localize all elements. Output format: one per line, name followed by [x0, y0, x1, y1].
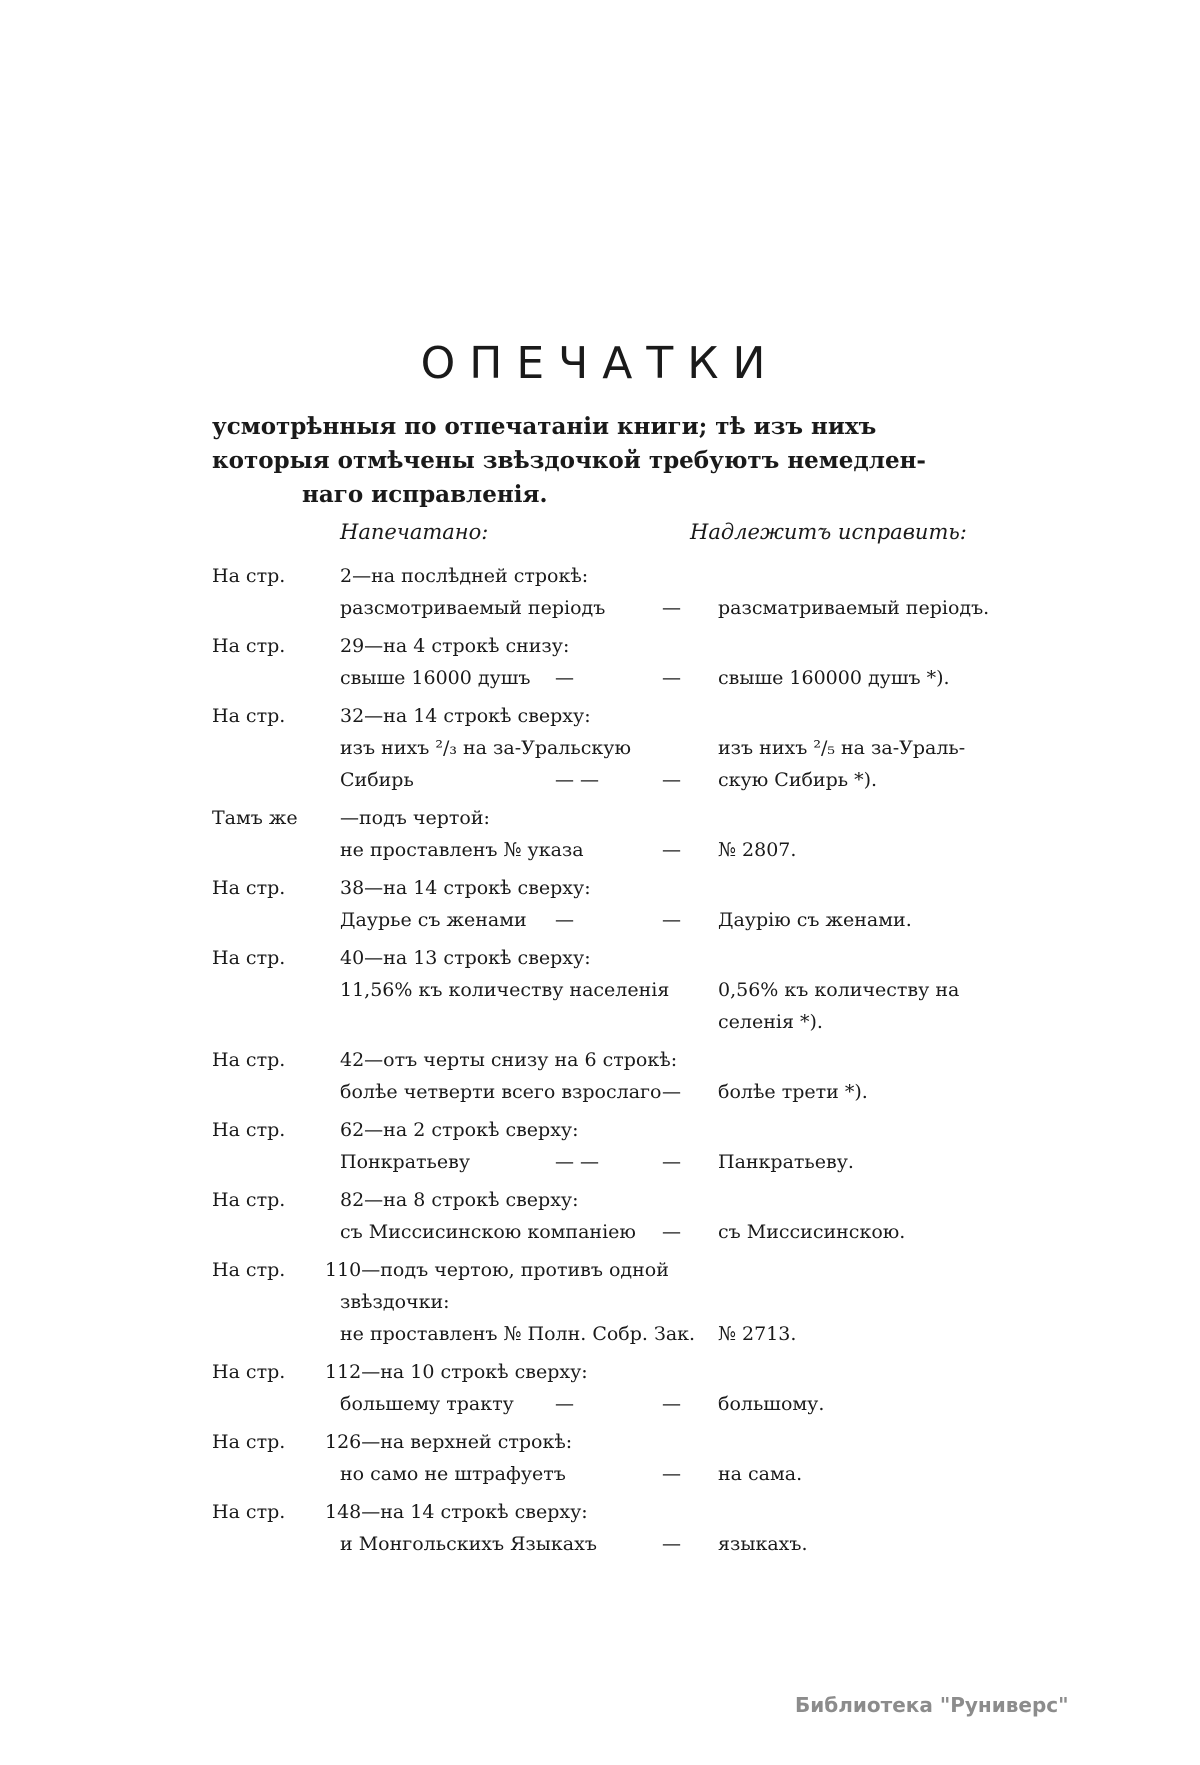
- dash-separator: —: [662, 1151, 681, 1173]
- corrected-text: болѣе трети *).: [718, 1081, 868, 1103]
- errata-entry-head: [0, 565, 1200, 597]
- errata-entry-head: [0, 705, 1200, 737]
- line-location: 112—на 10 строкѣ сверху:: [325, 1361, 588, 1383]
- line-location: 38—на 14 строкѣ сверху:: [340, 877, 591, 899]
- line-location: 40—на 13 строкѣ сверху:: [340, 947, 591, 969]
- subtitle-line: наго исправленія.: [302, 481, 548, 508]
- line-location: 42—отъ черты снизу на 6 строкѣ:: [340, 1049, 678, 1071]
- errata-line: [0, 597, 1200, 629]
- subtitle-line: усмотрѣнныя по отпечатаніи книги; тѣ изъ нихъ: [212, 413, 877, 440]
- errata-entry-head: [0, 947, 1200, 979]
- page-reference: На стр.: [212, 1119, 286, 1141]
- errata-entry-head: [0, 1119, 1200, 1151]
- dash-separator: —: [662, 1221, 681, 1243]
- dash-separator: —: [555, 909, 574, 931]
- printed-text: разсмотриваемый періодъ: [340, 597, 606, 619]
- page-reference: На стр.: [212, 1501, 286, 1523]
- printed-text: большему тракту: [340, 1393, 514, 1415]
- errata-line: [0, 1533, 1200, 1565]
- line-location: —подъ чертой:: [340, 807, 490, 829]
- corrected-text: изъ нихъ ²/₅ на за-Ураль-: [718, 737, 966, 759]
- library-watermark: Библиотека "Руниверс": [795, 1693, 1069, 1717]
- printed-text: не проставленъ № Полн. Собр. Зак.: [340, 1323, 696, 1345]
- header-printed: Напечатано:: [340, 520, 489, 544]
- page-reference: Тамъ же: [212, 807, 298, 829]
- corrected-text: съ Миссисинскою.: [718, 1221, 906, 1243]
- page-reference: На стр.: [212, 565, 286, 587]
- printed-text: звѣздочки:: [340, 1291, 450, 1313]
- errata-entry-head: [0, 877, 1200, 909]
- dash-separator: —: [662, 1533, 681, 1555]
- errata-line: [0, 979, 1200, 1011]
- printed-text: но само не штрафуетъ: [340, 1463, 566, 1485]
- dash-separator: —: [662, 909, 681, 931]
- errata-entry-head: [0, 1259, 1200, 1291]
- dash-separator: — —: [555, 769, 600, 791]
- corrected-text: № 2713.: [718, 1323, 797, 1345]
- errata-line: [0, 737, 1200, 769]
- errata-entry-head: [0, 807, 1200, 839]
- printed-text: Даурье съ женами: [340, 909, 527, 931]
- dash-separator: —: [662, 1463, 681, 1485]
- errata-line: [0, 667, 1200, 699]
- dash-separator: —: [662, 839, 681, 861]
- errata-entry-head: [0, 1189, 1200, 1221]
- errata-line: [0, 1081, 1200, 1113]
- errata-line: [0, 839, 1200, 871]
- errata-list: [0, 565, 1200, 1571]
- errata-entry-head: [0, 1501, 1200, 1533]
- corrected-text: Даурію съ женами.: [718, 909, 912, 931]
- page-reference: На стр.: [212, 947, 286, 969]
- dash-separator: — —: [555, 1151, 600, 1173]
- errata-line: [0, 1291, 1200, 1323]
- printed-text: не проставленъ № указа: [340, 839, 584, 861]
- corrected-text: скую Сибирь *).: [718, 769, 878, 791]
- page-reference: На стр.: [212, 705, 286, 727]
- line-location: 126—на верхней строкѣ:: [325, 1431, 573, 1453]
- page-reference: На стр.: [212, 1189, 286, 1211]
- printed-text: Понкратьеву: [340, 1151, 471, 1173]
- errata-line: [0, 1463, 1200, 1495]
- errata-line: [0, 1393, 1200, 1425]
- page-reference: На стр.: [212, 1259, 286, 1281]
- line-location: 110—подъ чертою, противъ одной: [325, 1259, 669, 1281]
- header-correct: Надлежитъ исправить:: [690, 520, 967, 544]
- printed-text: 11,56% къ количеству населенія: [340, 979, 670, 1001]
- errata-line: [0, 909, 1200, 941]
- errata-line: [0, 769, 1200, 801]
- errata-line: [0, 1011, 1200, 1043]
- line-location: 2—на послѣдней строкѣ:: [340, 565, 589, 587]
- page-reference: На стр.: [212, 877, 286, 899]
- line-location: 82—на 8 строкѣ сверху:: [340, 1189, 579, 1211]
- page-reference: На стр.: [212, 1431, 286, 1453]
- subtitle: [212, 410, 972, 512]
- dash-separator: —: [662, 769, 681, 791]
- corrected-text: свыше 160000 душъ *).: [718, 667, 950, 689]
- printed-text: съ Миссисинскою компаніею: [340, 1221, 636, 1243]
- corrected-text: Панкратьеву.: [718, 1151, 854, 1173]
- page-reference: На стр.: [212, 635, 286, 657]
- line-location: 32—на 14 строкѣ сверху:: [340, 705, 591, 727]
- printed-text: Сибирь: [340, 769, 414, 791]
- corrected-text: № 2807.: [718, 839, 797, 861]
- dash-separator: —: [555, 667, 574, 689]
- corrected-text: разсматриваемый періодъ.: [718, 597, 990, 619]
- printed-text: изъ нихъ ²/₃ на за-Уральскую: [340, 737, 632, 759]
- corrected-text: 0,56% къ количеству на: [718, 979, 960, 1001]
- page-reference: На стр.: [212, 1049, 286, 1071]
- line-location: 148—на 14 строкѣ сверху:: [325, 1501, 588, 1523]
- dash-separator: —: [555, 1393, 574, 1415]
- printed-text: болѣе четверти всего взрослаго: [340, 1081, 662, 1103]
- page-title: ОПЕЧАТКИ: [420, 338, 780, 389]
- dash-separator: —: [662, 1081, 681, 1103]
- errata-line: [0, 1221, 1200, 1253]
- errata-entry-head: [0, 1049, 1200, 1081]
- printed-text: и Монгольскихъ Языкахъ: [340, 1533, 597, 1555]
- line-location: 29—на 4 строкѣ снизу:: [340, 635, 570, 657]
- errata-entry-head: [0, 1431, 1200, 1463]
- errata-line: [0, 1323, 1200, 1355]
- corrected-text: большому.: [718, 1393, 825, 1415]
- printed-text: свыше 16000 душъ: [340, 667, 531, 689]
- corrected-text: селенія *).: [718, 1011, 823, 1033]
- errata-entry-head: [0, 1361, 1200, 1393]
- dash-separator: —: [662, 667, 681, 689]
- page-reference: На стр.: [212, 1361, 286, 1383]
- corrected-text: языкахъ.: [718, 1533, 808, 1555]
- errata-line: [0, 1151, 1200, 1183]
- line-location: 62—на 2 строкѣ сверху:: [340, 1119, 579, 1141]
- errata-entry-head: [0, 635, 1200, 667]
- dash-separator: —: [662, 597, 681, 619]
- dash-separator: —: [662, 1393, 681, 1415]
- corrected-text: на сама.: [718, 1463, 803, 1485]
- subtitle-line: которыя отмѣчены звѣздочкой требуютъ немедлен-: [212, 447, 926, 474]
